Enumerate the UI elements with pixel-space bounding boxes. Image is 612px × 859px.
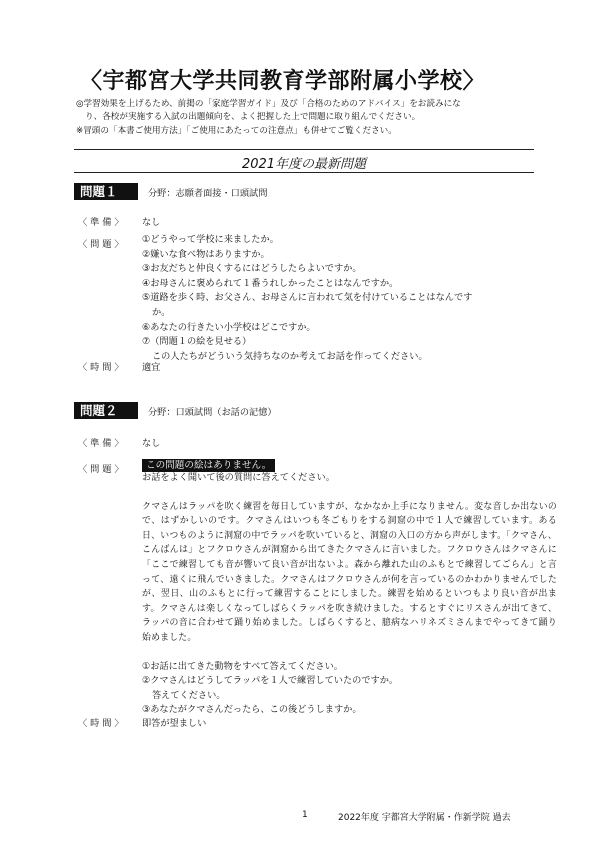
page-number: 1 bbox=[302, 810, 308, 820]
problem-1-time-label: 〈 時 間 〉 bbox=[78, 362, 124, 373]
problem-1-field: 分野：志願者面接・口頭試問 bbox=[148, 187, 268, 199]
list-item: ②嫌いな食べ物はありますか。 bbox=[142, 248, 270, 260]
list-item: ④お母さんに褒められて１番うれしかったことはなんですか。 bbox=[142, 277, 399, 289]
list-item: ⑦（問題１の絵を見せる） bbox=[142, 336, 252, 348]
no-illustration-notice: この問題の絵はありません。 bbox=[142, 459, 557, 472]
problem-2-field: 分野：口頭試問（お話の記憶） bbox=[148, 406, 277, 418]
list-item: この人たちがどういう気持ちなのか考えてお話を作ってください。 bbox=[152, 350, 428, 362]
list-item: ①どうやって学校に来ましたか。 bbox=[142, 234, 279, 245]
problem-2-question-label: 〈 問 題 〉 bbox=[78, 464, 124, 475]
problem-1-badge: 問題１ bbox=[74, 183, 138, 200]
list-item: ⑥あなたの行きたい小学校はどこですか。 bbox=[142, 321, 316, 333]
problem-1-question-label: 〈 問 題 〉 bbox=[78, 239, 124, 250]
problem-1-time: 適宜 bbox=[142, 362, 161, 373]
intro-line-2: り、各校が実施する入試の出題傾向を、よく把握した上で問題に取り組んでください。 bbox=[85, 112, 421, 123]
story-text: クマさんはラッパを吹く練習を毎日していますが、なかなか上手になりません。変な音しか出ないので、はずかしいのです。クマさんはいつも冬ごもりをする洞窟の中で１人で練習しています。ある日、いつものように洞窟の中でラッパを吹いていると、洞窟の入口の方から声がします。「クマさん、こんばんは」とフクロウさんが洞窟から出てきたクマさんに言いました。フクロウさんはクマさんに「ここで練習しても音が響いて良い音が出ないよ。森から離れた山のふもとで練習してごらん」と言って、遠くに飛んでいきました。クマさんはフクロウさんが何を言っているのかわかりませんでしたが、翌日、山のふもとに行って練習することにしました。練習を始めるといつもより良い音が出ます。クマさんは楽しくなってしばらくラッパを吹き続けました。するとすぐにリスさんが出てきて、ラッパの音に合わせて踊り始めました。しばらくすると、臆病なハリネズミさんまでやってきて踊り始めました。 bbox=[142, 501, 557, 643]
latest-problems-heading: 2021年度の最新問題 bbox=[241, 157, 367, 172]
intro-line-3: ※冒頭の「本書ご使用方法」「ご使用にあたっての注意点」も併せてご覧ください。 bbox=[76, 125, 397, 136]
problem-2-time-label: 〈 時 間 〉 bbox=[78, 718, 124, 729]
problem-2-preparation: なし bbox=[142, 438, 161, 449]
problem-2-questions bbox=[142, 660, 557, 718]
heading-rule-top bbox=[74, 149, 534, 150]
list-item: 答えてください。 bbox=[152, 689, 226, 701]
problem-2-preparation-label: 〈 準 備 〉 bbox=[78, 438, 124, 449]
intro-notes bbox=[76, 98, 556, 138]
problem-2-question-body bbox=[142, 459, 557, 718]
problem-2-badge: 問題２ bbox=[74, 402, 138, 419]
problem-1-preparation-label: 〈 準 備 〉 bbox=[78, 217, 124, 228]
list-item: か。 bbox=[152, 306, 171, 318]
footer-text: 2022年度 宇都宮大学附属・作新学院 過去 bbox=[338, 813, 511, 823]
list-item: ①お話に出てきた動物をすべて答えてください。 bbox=[142, 660, 343, 672]
problem-2-time: 即答が望ましい bbox=[142, 718, 207, 729]
problem-2-instruction: お話をよく聞いて後の質問に答えてください。 bbox=[142, 472, 335, 483]
intro-line-1: ◎学習効果を上げるため、前掲の「家庭学習ガイド」及び「合格のためのアドバイス」をお読みにな bbox=[76, 99, 461, 109]
problem-1-questions bbox=[142, 233, 557, 364]
list-item: ⑤道路を歩く時、お父さん、お母さんに言われて気を付けていることはなんです bbox=[142, 292, 473, 304]
list-item: ③あなたがクマさんだったら、この後どうしますか。 bbox=[142, 704, 362, 716]
problem-1-header bbox=[74, 183, 267, 200]
page-title: 〈宇都宮大学共同教育学部附属小学校〉 bbox=[80, 69, 486, 94]
list-item: ②クマさんはどうしてラッパを１人で練習していたのですか。 bbox=[142, 675, 399, 687]
heading-rule-bottom bbox=[74, 172, 534, 173]
list-item: ③お友だちと仲良くするにはどうしたらよいですか。 bbox=[142, 263, 362, 275]
problem-2-header bbox=[74, 402, 277, 419]
problem-1-preparation: なし bbox=[142, 217, 161, 228]
